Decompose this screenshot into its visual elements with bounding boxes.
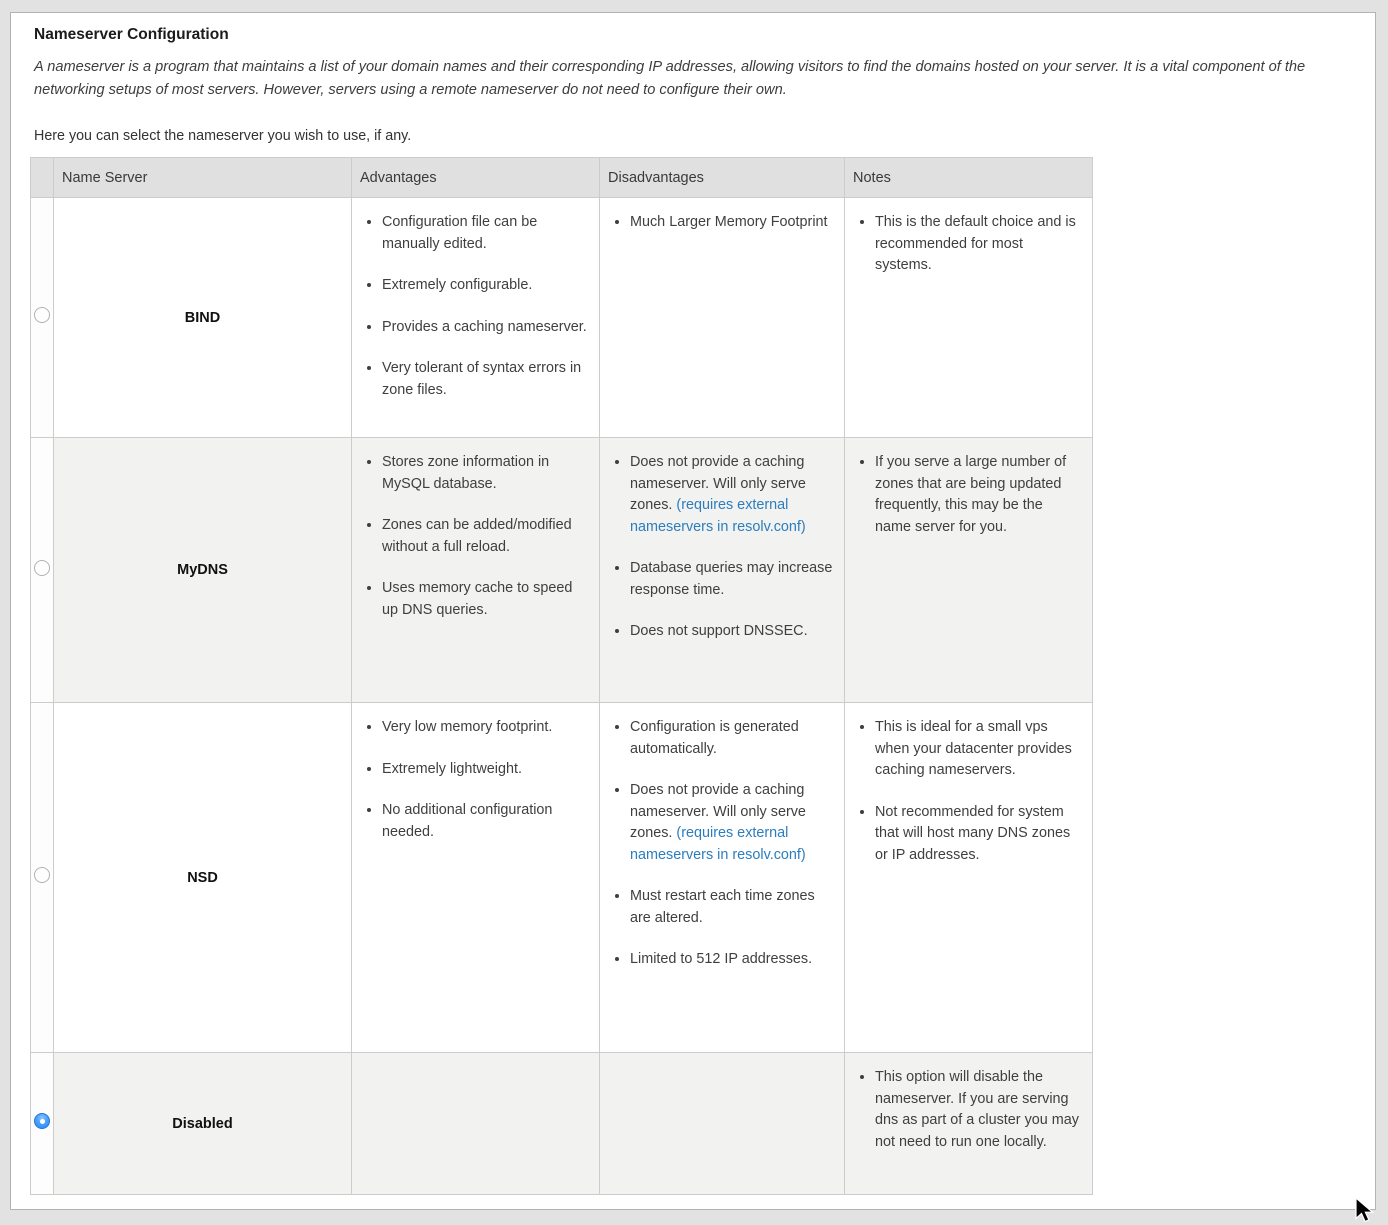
advantages-item: • Stores zone information in MySQL database.	[382, 452, 589, 495]
resolv-conf-link[interactable]: (requires external nameservers in resolv.conf)	[630, 497, 806, 535]
table-row	[31, 1053, 1093, 1195]
disadvantages-cell	[600, 438, 845, 703]
radio-button-disabled[interactable]	[34, 1113, 50, 1129]
instruction-text: Here you can select the nameserver you wish to use, if any.	[34, 128, 412, 144]
nameserver-table-body	[31, 198, 1093, 1195]
notes-item: • If you serve a large number of zones that are being updated frequently, this may be the name server for you.	[875, 452, 1082, 538]
advantages-item: • Zones can be added/modified without a full reload.	[382, 515, 589, 558]
notes-item: • This is the default choice and is recommended for most systems.	[875, 212, 1082, 277]
column-header-notes: Notes	[845, 158, 1093, 198]
table-header-row	[31, 158, 1093, 198]
advantages-cell	[352, 1053, 600, 1195]
column-header-advantages: Advantages	[352, 158, 600, 198]
table-row	[31, 703, 1093, 1053]
intro-paragraph: A nameserver is a program that maintains a list of your domain names and their corresponding IP addresses, allowing visitors to find the domains hosted on your server. It is a vital component of the networking setups of most servers. However, servers using a remote nameserver do not need to configure their own.	[34, 59, 1306, 98]
notes-cell	[845, 1053, 1093, 1195]
radio-button-mydns[interactable]	[34, 560, 50, 576]
nameserver-config-panel	[10, 12, 1376, 1210]
radio-cell	[31, 1053, 54, 1195]
notes-cell	[845, 703, 1093, 1053]
column-header-disadvantages: Disadvantages	[600, 158, 845, 198]
advantages-cell	[352, 438, 600, 703]
notes-item: • Not recommended for system that will host many DNS zones or IP addresses.	[875, 802, 1082, 867]
table-row	[31, 438, 1093, 703]
advantages-item: • Extremely configurable.	[382, 275, 589, 297]
notes-item: • This is ideal for a small vps when your datacenter provides caching nameservers.	[875, 717, 1082, 782]
disadvantages-item: • Configuration is generated automatically.	[630, 717, 834, 760]
radio-button-bind[interactable]	[34, 307, 50, 323]
radio-cell	[31, 198, 54, 438]
disadvantages-item: • Limited to 512 IP addresses.	[630, 949, 834, 971]
radio-cell	[31, 438, 54, 703]
disadvantages-cell	[600, 1053, 845, 1195]
notes-list	[845, 1067, 1092, 1153]
disadvantages-cell	[600, 703, 845, 1053]
advantages-item: • Configuration file can be manually edited.	[382, 212, 589, 255]
notes-list	[845, 212, 1092, 277]
table-row	[31, 198, 1093, 438]
advantages-list	[352, 452, 599, 621]
resolv-conf-link[interactable]: (requires external nameservers in resolv.conf)	[630, 825, 806, 863]
disadvantages-list	[600, 452, 844, 643]
disadvantages-list	[600, 717, 844, 971]
advantages-item: • Very tolerant of syntax errors in zone files.	[382, 358, 589, 401]
disadvantages-list	[600, 212, 844, 234]
nameserver-name: MyDNS	[54, 438, 352, 703]
disadvantages-cell	[600, 198, 845, 438]
advantages-item: • Provides a caching nameserver.	[382, 317, 589, 339]
advantages-list	[352, 717, 599, 843]
disadvantages-item: • Must restart each time zones are altered.	[630, 886, 834, 929]
advantages-item: • Extremely lightweight.	[382, 759, 589, 781]
advantages-item: • No additional configuration needed.	[382, 800, 589, 843]
disadvantages-item: • Database queries may increase response time.	[630, 558, 834, 601]
nameserver-name: BIND	[54, 198, 352, 438]
nameserver-name: Disabled	[54, 1053, 352, 1195]
notes-item: • This option will disable the nameserver. If you are serving dns as part of a cluster you may not need to run one locally.	[875, 1067, 1082, 1153]
notes-cell	[845, 198, 1093, 438]
page-title: Nameserver Configuration	[34, 26, 229, 43]
column-header-name-server: Name Server	[54, 158, 352, 198]
notes-list	[845, 717, 1092, 866]
notes-cell	[845, 438, 1093, 703]
radio-column-header	[31, 158, 54, 198]
radio-cell	[31, 703, 54, 1053]
nameserver-table	[30, 157, 1093, 1195]
nameserver-name: NSD	[54, 703, 352, 1053]
disadvantages-item: • Does not provide a caching nameserver. Will only serve zones. (requires external nameservers in resolv.conf)	[630, 780, 834, 866]
notes-list	[845, 452, 1092, 538]
advantages-item: • Very low memory footprint.	[382, 717, 589, 739]
advantages-item: • Uses memory cache to speed up DNS queries.	[382, 578, 589, 621]
advantages-cell	[352, 703, 600, 1053]
advantages-list	[352, 212, 599, 401]
advantages-cell	[352, 198, 600, 438]
radio-button-nsd[interactable]	[34, 867, 50, 883]
disadvantages-item: • Does not support DNSSEC.	[630, 621, 834, 643]
disadvantages-item: • Does not provide a caching nameserver. Will only serve zones. (requires external nameservers in resolv.conf)	[630, 452, 834, 538]
disadvantages-item: • Much Larger Memory Footprint	[630, 212, 834, 234]
